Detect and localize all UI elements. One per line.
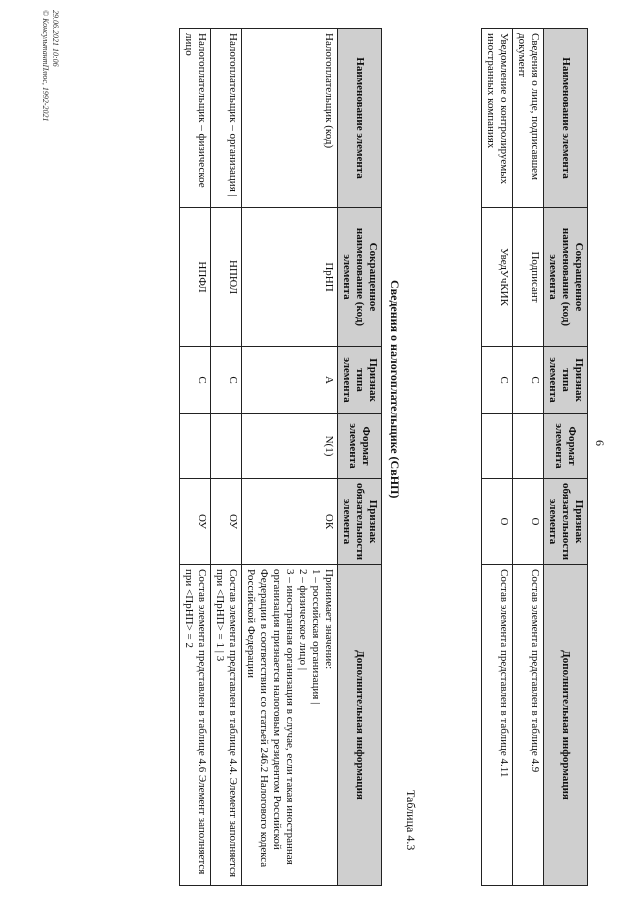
cell-type: А [242, 347, 338, 414]
cell-req: ОУ [211, 479, 242, 565]
cell-req: ОУ [180, 479, 211, 565]
header-info: Дополнительная информация [544, 565, 588, 886]
table-row [211, 29, 242, 886]
elements-table-1 [481, 28, 588, 886]
cell-format: N(1) [242, 414, 338, 479]
cell-req: ОК [242, 479, 338, 565]
cell-name: Налогоплательщик – физическое лицо [180, 29, 211, 208]
header-name: Наименование элемента [544, 29, 588, 208]
footer-line-1: 29.06.2021 10:06 [51, 10, 60, 67]
cell-format [180, 414, 211, 479]
header-format: Формат элемента [338, 414, 382, 479]
cell-name: Налогоплательщик (код) [242, 29, 338, 208]
cell-short: УведУчКИК [482, 208, 513, 347]
cell-type: С [180, 347, 211, 414]
cell-info: Состав элемента представлен в таблице 4.6 Элемент заполняется при <ПрНП> = 2 [180, 565, 211, 886]
cell-info: Состав элемента представлен в таблице 4.9 [513, 565, 544, 886]
table-caption: Сведения о налогоплательщике (СвНП) [388, 280, 402, 499]
header-short: Сокращенное наименование (код) элемента [544, 208, 588, 347]
footer [40, 10, 60, 122]
header-info: Дополнительная информация [338, 565, 382, 886]
cell-short: НПФЛ [180, 208, 211, 347]
cell-name: Уведомление о контролируемых иностранных компаниях [482, 29, 513, 208]
cell-info: Состав элемента представлен в таблице 4.11 [482, 565, 513, 886]
cell-format [482, 414, 513, 479]
footer-line-2: © КонсультантПлюс, 1992-2021 [41, 10, 50, 122]
table-row [242, 29, 338, 886]
table-row [180, 29, 211, 886]
cell-short: Подписант [513, 208, 544, 347]
cell-info: Принимает значение: 1 – российская организация | 2 – физическое лицо | 3 – иностранная организация в случае, если такая иностранная организация признается налоговым резидентом Российской Федерации в соответствии со статьей 246.2 Налогового кодекса Российской Федерации [242, 565, 338, 886]
table-header-row [544, 29, 588, 886]
header-req: Признак обязательности элемента [544, 479, 588, 565]
cell-format [513, 414, 544, 479]
page-number: 6 [593, 440, 607, 446]
cell-type: С [211, 347, 242, 414]
header-type: Признак типа элемента [338, 347, 382, 414]
header-name: Наименование элемента [338, 29, 382, 208]
cell-short: НПЮЛ [211, 208, 242, 347]
header-req: Признак обязательности элемента [338, 479, 382, 565]
table-header-row [338, 29, 382, 886]
cell-name: Сведения о лице, подписавшем документ [513, 29, 544, 208]
cell-type: С [482, 347, 513, 414]
cell-format [211, 414, 242, 479]
table-row [482, 29, 513, 886]
cell-name: Налогоплательщик – организация | [211, 29, 242, 208]
header-short: Сокращенное наименование (код) элемента [338, 208, 382, 347]
cell-type: С [513, 347, 544, 414]
table-row [513, 29, 544, 886]
elements-table-2 [179, 28, 382, 886]
cell-info: Состав элемента представлен в таблице 4.4. Элемент заполняется при <ПрНП> = 1 | 3 [211, 565, 242, 886]
table-number: Таблица 4.3 [404, 790, 418, 851]
header-format: Формат элемента [544, 414, 588, 479]
cell-short: ПрНП [242, 208, 338, 347]
header-type: Признак типа элемента [544, 347, 588, 414]
cell-req: О [482, 479, 513, 565]
cell-req: О [513, 479, 544, 565]
